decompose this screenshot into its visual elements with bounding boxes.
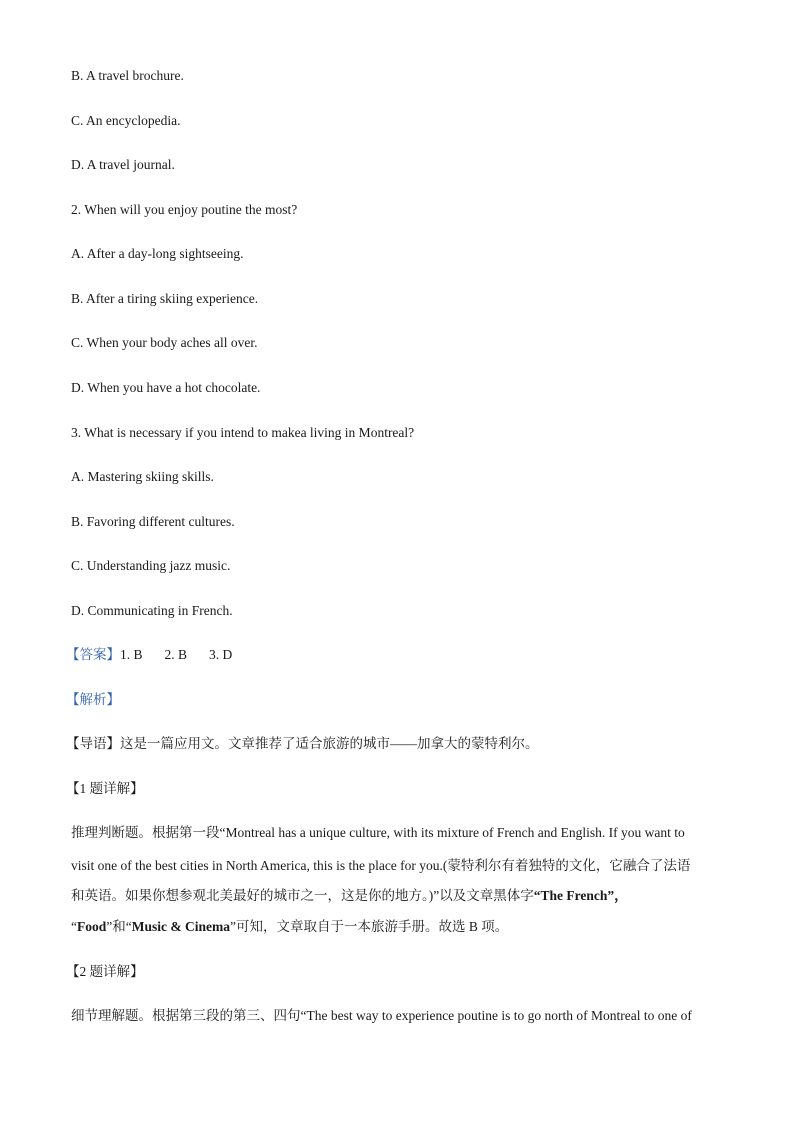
guide-line (66, 735, 539, 753)
guide-text: 这是一篇应用文。文章推荐了适合旅游的城市——加拿大的蒙特利尔。 (120, 736, 539, 751)
q2-option-b: B. After a tiring skiing experience. (71, 291, 259, 306)
q1-option-d: D. A travel journal. (71, 157, 175, 172)
detail1-line-1: 推理判断题。根据第一段“Montreal has a unique culture, with its mixture of French and English. If you want to (71, 825, 685, 840)
answer-label: 【答案】 (66, 647, 120, 662)
connector-text: ”和“ (106, 919, 132, 934)
q3-option-c: C. Understanding jazz music. (71, 558, 231, 573)
q3-option-a: A. Mastering skiing skills. (71, 469, 214, 484)
answer-1: 1. B (120, 647, 143, 662)
answer-line (66, 646, 232, 664)
guide-label: 【导语】 (66, 736, 120, 751)
detail2-label: 【2 题详解】 (66, 964, 144, 979)
bold-the-french: “The French”， (533, 888, 628, 903)
detail1-conclusion: ”可知，文章取自于一本旅游手册。故选 B 项。 (230, 919, 509, 934)
answer-3: 3. D (209, 647, 233, 662)
q1-option-b: B. A travel brochure. (71, 68, 184, 83)
q2-stem: 2. When will you enjoy poutine the most? (71, 202, 298, 217)
bold-music-cinema: Music & Cinema (131, 919, 230, 934)
detail1-line-3 (71, 887, 628, 905)
detail1-line-2: visit one of the best cities in North America, this is the place for you.(蒙特利尔有着独特的文化，它融合了法语 (71, 858, 691, 873)
q3-stem: 3. What is necessary if you intend to makea living in Montreal? (71, 425, 415, 440)
detail2-line-1: 细节理解题。根据第三段的第三、四句“The best way to experience poutine is to go north of Montreal to one of (71, 1008, 692, 1023)
q2-option-c: C. When your body aches all over. (71, 335, 258, 350)
q2-option-a: A. After a day-long sightseeing. (71, 246, 244, 261)
bold-food: Food (77, 919, 107, 934)
quote-open: “ (71, 919, 77, 934)
answer-2: 2. B (164, 647, 188, 662)
detail1-line-4 (71, 918, 508, 936)
analysis-label: 【解析】 (66, 692, 120, 707)
q3-option-b: B. Favoring different cultures. (71, 514, 235, 529)
q3-option-d: D. Communicating in French. (71, 603, 233, 618)
detail1-line-3-text: 和英语。如果你想参观北美最好的城市之一，这是你的地方。)”以及文章黑体字 (71, 888, 534, 903)
q1-option-c: C. An encyclopedia. (71, 113, 181, 128)
q2-option-d: D. When you have a hot chocolate. (71, 380, 261, 395)
detail1-label: 【1 题详解】 (66, 781, 144, 796)
